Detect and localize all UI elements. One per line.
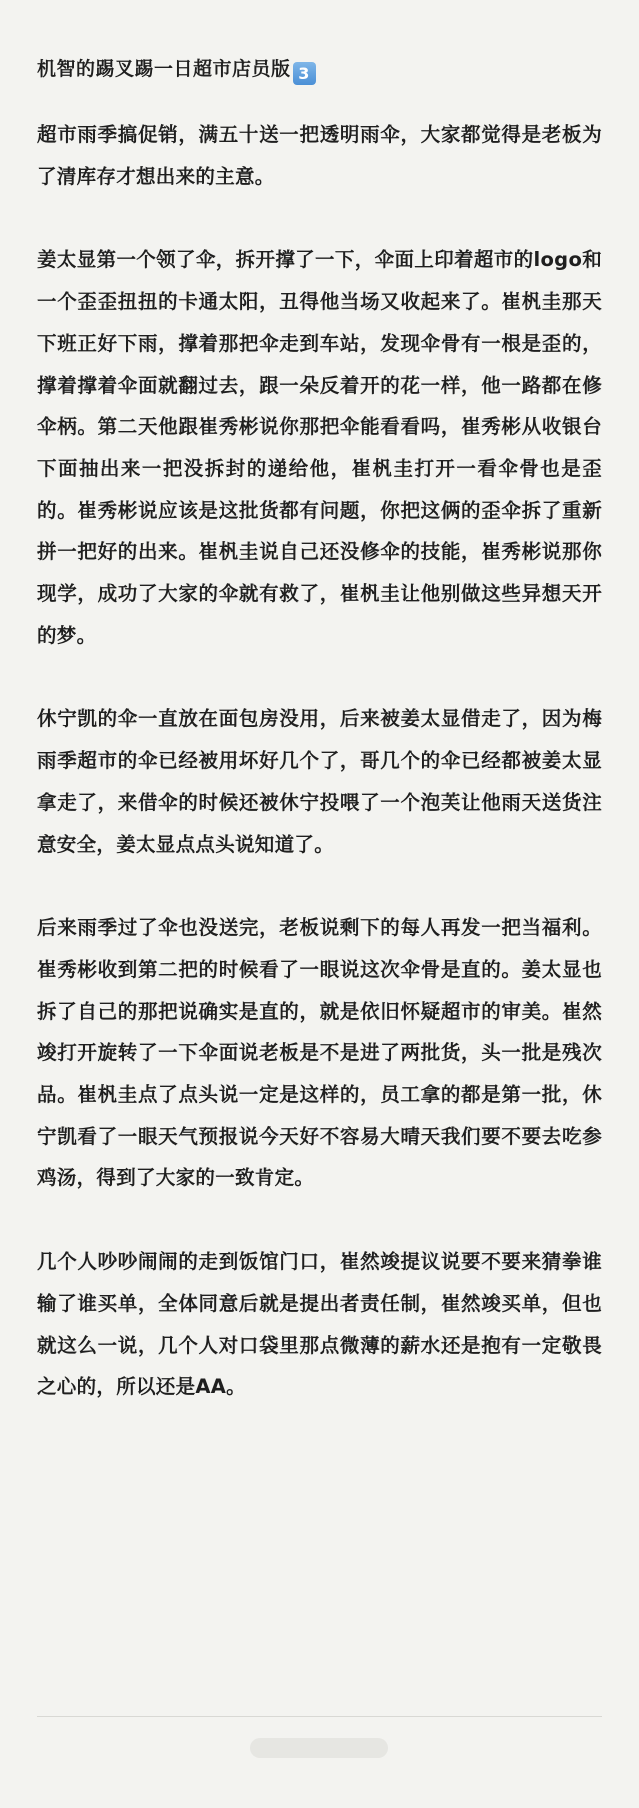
post-paragraph: 姜太显第一个领了伞，拆开撑了一下，伞面上印着超市的logo和一个歪歪扭扭的卡通太阳，丑得他当场又收起来了。崔杋圭那天下班正好下雨，撑着那把伞走到车站，发现伞骨有一根是歪的，撑着撑着伞面就翻过去，跟一朵反着开的花一样，他一路都在修伞柄。第二天他跟崔秀彬说你那把伞能看看吗，崔秀彬从收银台下面抽出来一把没拆封的递给他，崔杋圭打开一看伞骨也是歪的。崔秀彬说应该是这批货都有问题，你把这俩的歪伞拆了重新拼一把好的出来。崔杋圭说自己还没修伞的技能，崔秀彬说那你现学，成功了大家的伞就有救了，崔杋圭让他别做这些异想天开的梦。 bbox=[37, 248, 602, 647]
post-paragraph: 后来雨季过了伞也没送完，老板说剩下的每人再发一把当福利。崔秀彬收到第二把的时候看了一眼说这次伞骨是直的。姜太显也拆了自己的那把说确实是直的，就是依旧怀疑超市的审美。崔然竣打开旋转了一下伞面说老板是不是进了两批货，头一批是残次品。崔杋圭点了点头说一定是这样的，员工拿的都是第一批，休宁凯看了一眼天气预报说今天好不容易大晴天我们要不要去吃参鸡汤，得到了大家的一致肯定。 bbox=[37, 916, 602, 1190]
post-paragraph: 休宁凯的伞一直放在面包房没用，后来被姜太显借走了，因为梅雨季超市的伞已经被用坏好几个了，哥几个的伞已经都被姜太显拿走了，来借伞的时候还被休宁投喂了一个泡芙让他雨天送货注意安全，姜太显点点头说知道了。 bbox=[37, 707, 602, 856]
footer-divider bbox=[37, 1716, 602, 1717]
post-paragraph: 几个人吵吵闹闹的走到饭馆门口，崔然竣提议说要不要来猜拳谁输了谁买单，全体同意后就是提出者责任制，崔然竣买单，但也就这么一说，几个人对口袋里那点微薄的薪水还是抱有一定敬畏之心的，所以还是AA。 bbox=[37, 1250, 602, 1399]
keycap-number-emoji: 3 bbox=[293, 62, 316, 85]
post-title-row bbox=[37, 48, 602, 90]
post-title: 机智的踢叉踢一日超市店员版 bbox=[37, 58, 291, 80]
post-paragraph: 超市雨季搞促销，满五十送一把透明雨伞，大家都觉得是老板为了清库存才想出来的主意。 bbox=[37, 123, 602, 188]
footer-loading-placeholder bbox=[250, 1738, 388, 1758]
